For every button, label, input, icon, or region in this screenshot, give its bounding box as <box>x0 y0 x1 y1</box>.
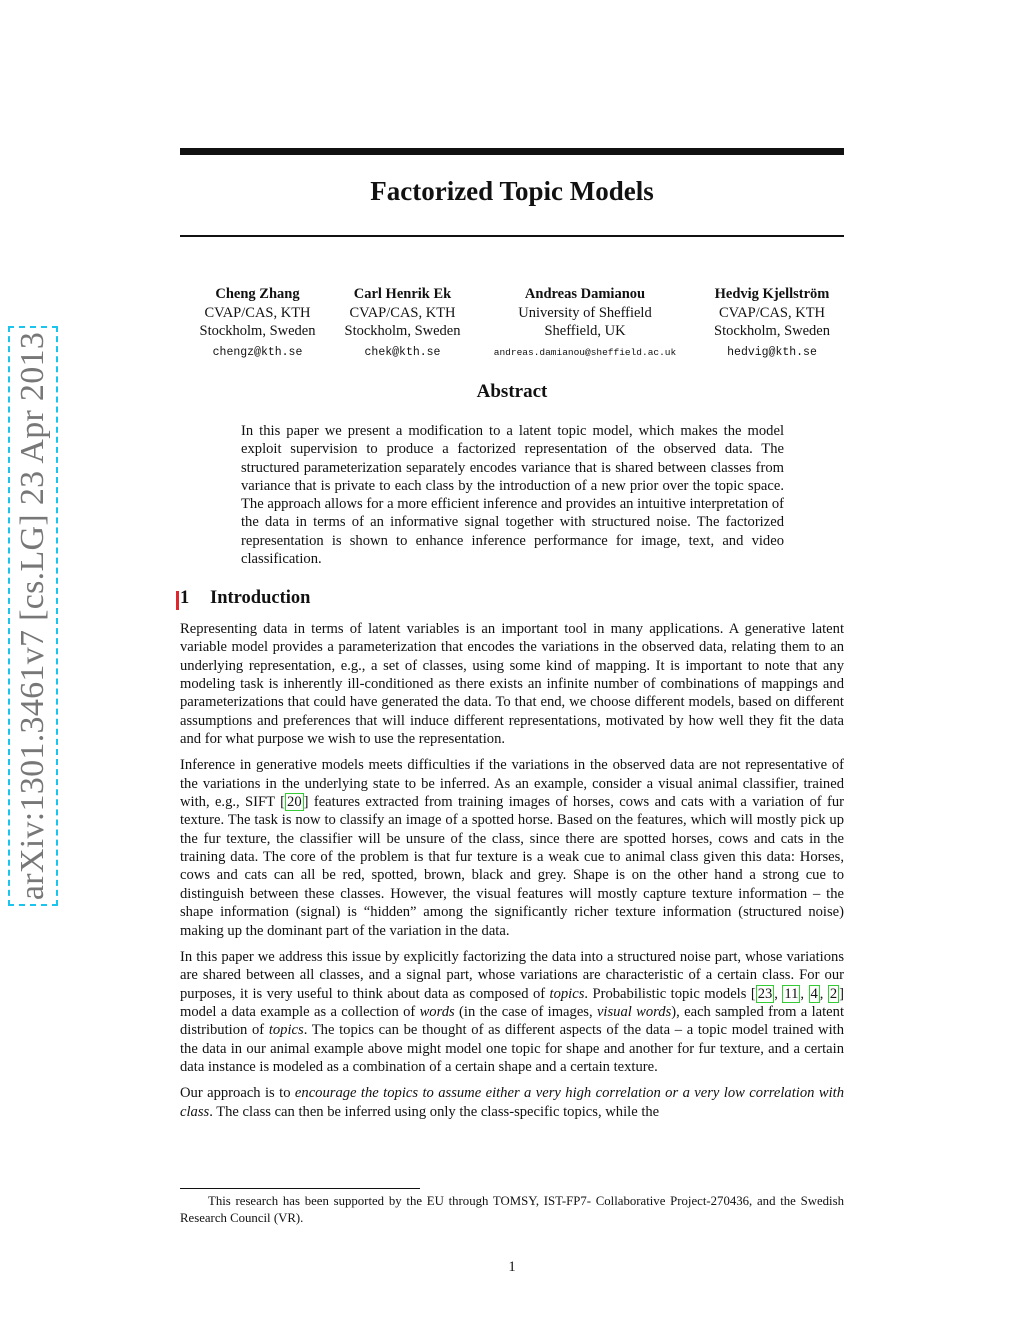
author-name: Carl Henrik Ek <box>353 286 452 302</box>
footnote: This research has been supported by the EU through TOMSY, IST-FP7- Collaborative Project-270436, and the Swedish Research Council (VR). <box>180 1194 844 1225</box>
paragraph-1: Representing data in terms of latent variables is an important tool in many applications. A generative latent variable model provides a parameterization that encodes the variations in the observed data, relating them to an underlying representation, e.g., a set of classes, using some kind of mapping. It is important to note that any modeling task is inherently ill-conditioned as there exists an infinite number of combinations of mappings and parameterizations that could have generated the data. To that end, we choose different models, based on different assumptions and preferences that will induce different representations, motivated by how well they fit the data and for what purpose we wish to use the representation. <box>180 621 844 748</box>
emphasis: words <box>419 1003 455 1020</box>
section-title: Introduction <box>210 588 311 608</box>
text-run: Inference in generative models meets difficulties if the variations in the observed data are not representative of the variations in the underlying state to be inferred. As an example, consider a visual animal classifier, trained with, e.g., SIFT [ <box>180 757 844 811</box>
author-email[interactable]: hedvig@kth.se <box>727 345 817 359</box>
title-bottom-rule <box>180 235 844 237</box>
citation-link[interactable]: 20 <box>287 794 302 811</box>
title-top-rule <box>180 148 844 155</box>
text-run: Our approach is to <box>180 1085 295 1102</box>
section-heading-introduction <box>180 588 310 609</box>
text-run: . Probabilistic topic models [ <box>584 985 756 1002</box>
citation-link[interactable]: 11 <box>784 985 799 1002</box>
author-location: Stockholm, Sweden <box>199 323 316 339</box>
paragraph-2 <box>180 756 844 939</box>
arxiv-stamp: arXiv:1301.3461v7 [cs.LG] 23 Apr 2013 <box>8 326 58 906</box>
author-block <box>180 285 844 362</box>
emphasis: visual words <box>596 1003 672 1020</box>
author-2 <box>335 285 470 362</box>
citation-link[interactable]: 4 <box>810 985 818 1002</box>
citation-link[interactable]: 2 <box>829 985 838 1002</box>
author-name: Andreas Damianou <box>524 286 646 302</box>
emphasis: encourage the topics to assume either a very high correlation or a very low correlation with class <box>180 1085 844 1120</box>
link-marker-icon <box>176 591 179 610</box>
author-1 <box>180 285 335 362</box>
author-affiliation: CVAP/CAS, KTH <box>204 304 311 321</box>
abstract-text: In this paper we present a modification to a latent topic model, which makes the model exploit supervision to produce a factorized representation of the observed data. The structured parameterization separately encodes variance that is shared between classes from variance that is private to each class by the introduction of a new prior over the topic space. The approach allows for a more efficient inference and provides an intuitive interpretation of the data in terms of an informative signal together with structured noise. The factorized representation is shown to enhance inference performance for image, text, and video classification. <box>241 423 784 568</box>
intro-body <box>180 620 844 1129</box>
author-affiliation: University of Sheffield <box>518 304 652 321</box>
paper-title: Factorized Topic Models <box>370 176 654 206</box>
text-run: (in the case of images, <box>454 1003 597 1020</box>
paragraph-3: In this paper we address this issue by explicitly factorizing the data into a structured noise part, whose variations are shared between all classes, and a signal part, whose variations are characteristic of a certain class. For our purposes, it is very useful to think about data as composed of topics. Probabilistic topic models [ 23 , 11 , 4 , 2 ] model a data example as a collection of words (in the case of images, visual words), each sampled from a latent distribution of topics. The topics can be thought of as different aspects of the data – a topic model trained with the data in our animal example above might model one topic for shape and another for fur texture, and a certain data instance is modeled as a combination of a certain shape and a certain texture. <box>180 948 845 1075</box>
page-number: 1 <box>508 1259 516 1275</box>
text-run: . The topics can be thought of as different aspects of the data – a topic model trained with the data in our animal example above might model one topic for shape and another for fur texture, and a certain data instance is modeled as a combination of a certain shape and a certain texture. <box>180 1022 844 1075</box>
text-run: ] features extracted from training images of horses, cows and cats with a variation of fur texture. The task is now to classify an image of a spotted horse. Based on the features, which will mostly pick up the fur texture, the classifier will be unsure of the class, since there are spotted horses, cows and cats in the training data. The core of the problem is that fur texture is a weak cue to animal class given this data: Horses, cows and cats can all be red, spotted, brown, black and grey. Shape is on the other hand a strong cue to distinguish between these classes. However, the visual features will mostly capture texture information – the shape information (signal) is “hidden” among the significantly richer texture information (structured noise) making up the dominant part of the variation in the data. <box>180 794 844 939</box>
text-run: In this paper we address this issue by explicitly factorizing the data into a structured noise part, whose variations are shared between all classes, and a signal part, whose variations are characteristic of a certain class. For our purposes, it is very useful to think about data as composed of <box>180 948 844 1002</box>
author-email[interactable]: andreas.damianou@sheffield.ac.uk <box>493 346 677 358</box>
citation-link[interactable]: 23 <box>757 985 773 1002</box>
author-4 <box>700 285 844 362</box>
author-location: Sheffield, UK <box>544 323 626 339</box>
text-run: ), each sampled from a latent distribution of <box>180 1003 845 1039</box>
text-run: ] model a data example as a collection of <box>180 985 845 1020</box>
author-3 <box>470 285 700 362</box>
paragraph-4 <box>180 1084 844 1121</box>
text-run: . The class can then be inferred using only the class-specific topics, while the <box>209 1103 660 1120</box>
emphasis: topics <box>549 985 585 1002</box>
emphasis: topics <box>268 1022 304 1039</box>
author-email[interactable]: chek@kth.se <box>364 345 441 359</box>
author-location: Stockholm, Sweden <box>714 323 830 339</box>
author-location: Stockholm, Sweden <box>344 323 461 339</box>
footnote-rule <box>180 1188 420 1189</box>
author-affiliation: CVAP/CAS, KTH <box>349 304 456 321</box>
section-number: 1 <box>180 588 190 608</box>
author-affiliation: CVAP/CAS, KTH <box>718 304 826 321</box>
author-email[interactable]: chengz@kth.se <box>212 345 303 359</box>
author-name: Hedvig Kjellström <box>714 286 830 302</box>
abstract-heading: Abstract <box>476 381 548 402</box>
author-name: Cheng Zhang <box>215 286 300 302</box>
